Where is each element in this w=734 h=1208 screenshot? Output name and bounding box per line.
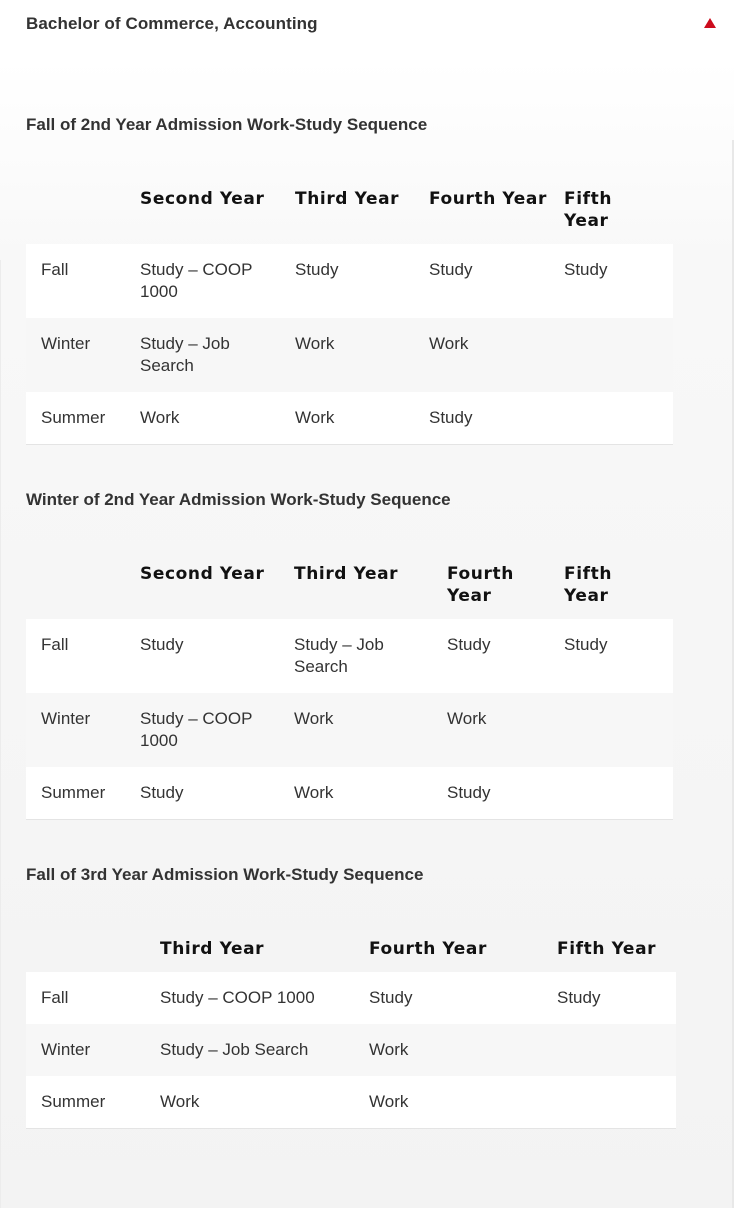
table-cell: Work (140, 392, 295, 445)
table-cell: Study (429, 244, 564, 318)
term-cell: Winter (26, 1024, 160, 1076)
table-cell: Study (429, 392, 564, 445)
table-row (26, 1076, 676, 1129)
term-cell: Fall (26, 244, 140, 318)
column-header: Second Year (140, 189, 265, 209)
table-cell (564, 767, 673, 820)
section-title: Fall of 3rd Year Admission Work-Study Sequence (26, 865, 424, 884)
table-cell: Study (557, 972, 676, 1024)
column-header: Fifth Year (564, 189, 613, 231)
table-cell: Work (429, 318, 564, 392)
table-row (26, 972, 676, 1024)
work-study-table (26, 170, 673, 445)
section-title: Winter of 2nd Year Admission Work-Study Sequence (26, 490, 451, 509)
term-cell: Fall (26, 619, 140, 693)
column-header: Third Year (295, 189, 400, 209)
column-header (26, 170, 140, 244)
table-cell: Work (160, 1076, 369, 1129)
work-study-table (26, 920, 676, 1129)
section-title: Fall of 2nd Year Admission Work-Study Sequence (26, 115, 428, 134)
table-cell: Study (564, 619, 673, 693)
column-header: Fifth Year (564, 564, 613, 606)
table-row (26, 244, 673, 318)
term-cell: Summer (26, 1076, 160, 1129)
work-study-table (26, 545, 673, 820)
table-cell (557, 1076, 676, 1129)
table-cell (557, 1024, 676, 1076)
table-cell: Work (294, 693, 447, 767)
table-header-row (26, 170, 673, 244)
table-cell: Study – COOP 1000 (140, 244, 295, 318)
table-cell (564, 693, 673, 767)
triangle-up-icon (704, 18, 716, 28)
table-header-row (26, 545, 673, 619)
collapse-toggle-button[interactable] (700, 14, 720, 34)
term-cell: Winter (26, 318, 140, 392)
column-header: Third Year (294, 564, 399, 584)
table-cell: Study (564, 244, 673, 318)
table-row (26, 318, 673, 392)
term-cell: Winter (26, 693, 140, 767)
column-header: Third Year (160, 939, 265, 959)
table-cell: Study – Job Search (140, 318, 295, 392)
table-cell: Study – COOP 1000 (160, 972, 369, 1024)
term-cell: Summer (26, 392, 140, 445)
table-cell: Work (447, 693, 564, 767)
accordion-header[interactable] (0, 0, 734, 52)
term-cell: Fall (26, 972, 160, 1024)
table-cell: Study – Job Search (160, 1024, 369, 1076)
table-header-row (26, 920, 676, 972)
column-header: Fifth Year (557, 939, 657, 959)
table-cell: Study (140, 767, 294, 820)
table-row (26, 767, 673, 820)
table-cell (564, 392, 673, 445)
table-cell: Work (295, 318, 429, 392)
term-cell: Summer (26, 767, 140, 820)
table-row (26, 392, 673, 445)
accordion-title[interactable]: Bachelor of Commerce, Accounting (26, 14, 318, 33)
table-cell: Study (447, 619, 564, 693)
panel-left-border (0, 260, 1, 1208)
table-cell: Study (140, 619, 294, 693)
column-header: Fourth Year (447, 564, 514, 606)
table-row (26, 1024, 676, 1076)
table-cell: Work (369, 1076, 557, 1129)
table-cell: Study – Job Search (294, 619, 447, 693)
table-cell: Work (295, 392, 429, 445)
table-cell: Study – COOP 1000 (140, 693, 294, 767)
table-cell: Work (369, 1024, 557, 1076)
table-row (26, 693, 673, 767)
table-cell: Work (294, 767, 447, 820)
table-cell: Study (447, 767, 564, 820)
table-cell: Study (369, 972, 557, 1024)
column-header (26, 545, 140, 619)
column-header: Fourth Year (369, 939, 487, 959)
table-cell: Study (295, 244, 429, 318)
column-header: Second Year (140, 564, 265, 584)
column-header: Fourth Year (429, 189, 547, 209)
table-cell (564, 318, 673, 392)
table-row (26, 619, 673, 693)
column-header (26, 920, 160, 972)
